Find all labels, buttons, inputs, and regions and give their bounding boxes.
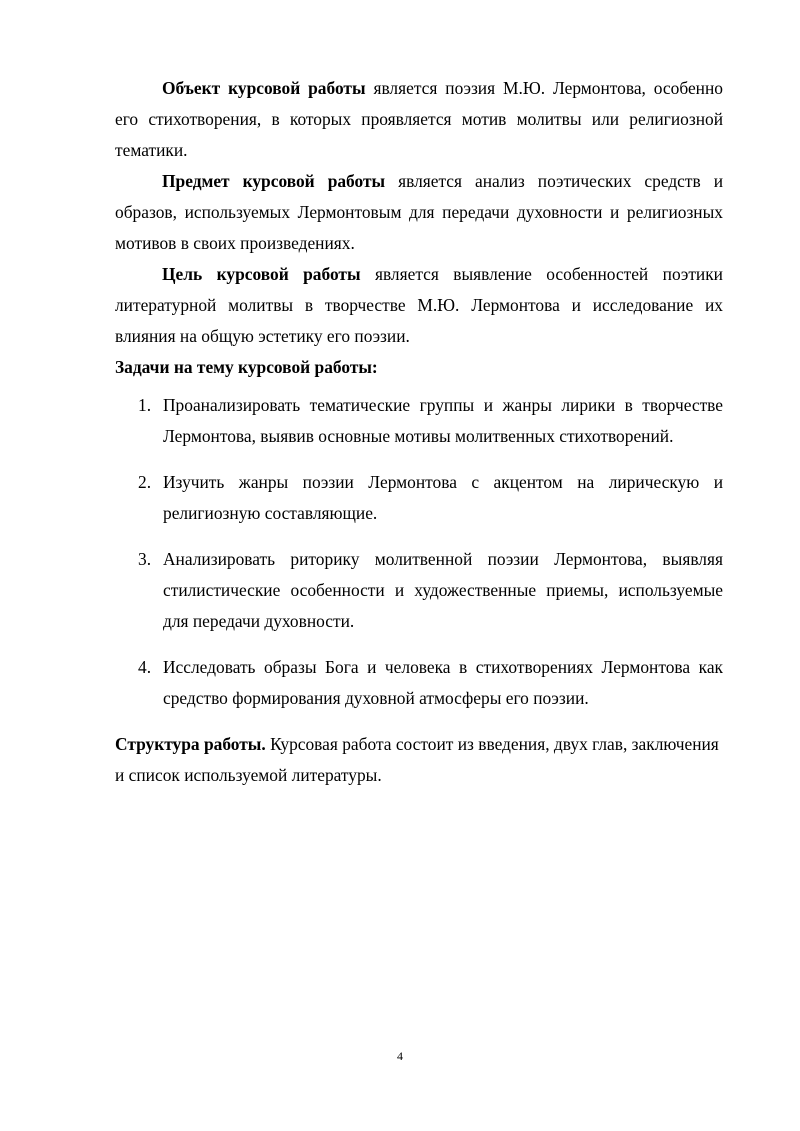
task-item: [115, 467, 723, 529]
structure-lead: Структура работы.: [115, 734, 266, 754]
tasks-list: [115, 390, 723, 714]
structure-text: Курсовая работа состоит из введения, двух глав, заключения и список используемой литературы.: [115, 734, 719, 785]
task-item: [115, 544, 723, 637]
task-item: [115, 652, 723, 714]
object-lead: Объект курсовой работы: [162, 78, 366, 98]
object-text: является поэзия М.Ю. Лермонтова, особенно его стихотворения, в которых проявляется мотив молитвы или религиозной тематики.: [115, 78, 723, 160]
task-item: [115, 390, 723, 452]
object-paragraph: [115, 73, 723, 166]
page-content: [115, 73, 723, 791]
tasks-heading: Задачи на тему курсовой работы:: [115, 357, 378, 377]
page-number: 4: [397, 1049, 403, 1063]
goal-paragraph: [115, 259, 723, 352]
task-text: Проанализировать тематические группы и жанры лирики в творчестве Лермонтова, выявив основные мотивы молитвенных стихотворений.: [163, 395, 723, 446]
subject-lead: Предмет курсовой работы: [162, 171, 386, 191]
task-number: 3.: [138, 549, 152, 569]
structure-paragraph: [115, 729, 723, 791]
subject-paragraph: [115, 166, 723, 259]
goal-lead: Цель курсовой работы: [162, 264, 361, 284]
task-number: 1.: [138, 395, 152, 415]
task-number: 4.: [138, 657, 152, 677]
subject-text: является анализ поэтических средств и образов, используемых Лермонтовым для передачи духовности и религиозных мотивов в своих произведениях.: [115, 171, 724, 253]
task-text: Анализировать риторику молитвенной поэзии Лермонтова, выявляя стилистические особенности и художественные приемы, используемые для передачи духовности.: [163, 549, 723, 631]
task-text: Исследовать образы Бога и человека в стихотворениях Лермонтова как средство формирования духовной атмосферы его поэзии.: [163, 657, 723, 708]
goal-text: является выявление особенностей поэтики литературной молитвы в творчестве М.Ю. Лермонтова и исследование их влияния на общую эстетику его поэзии.: [115, 264, 723, 346]
task-number: 2.: [138, 472, 152, 492]
task-text: Изучить жанры поэзии Лермонтова с акцентом на лирическую и религиозную составляющие.: [163, 472, 723, 523]
